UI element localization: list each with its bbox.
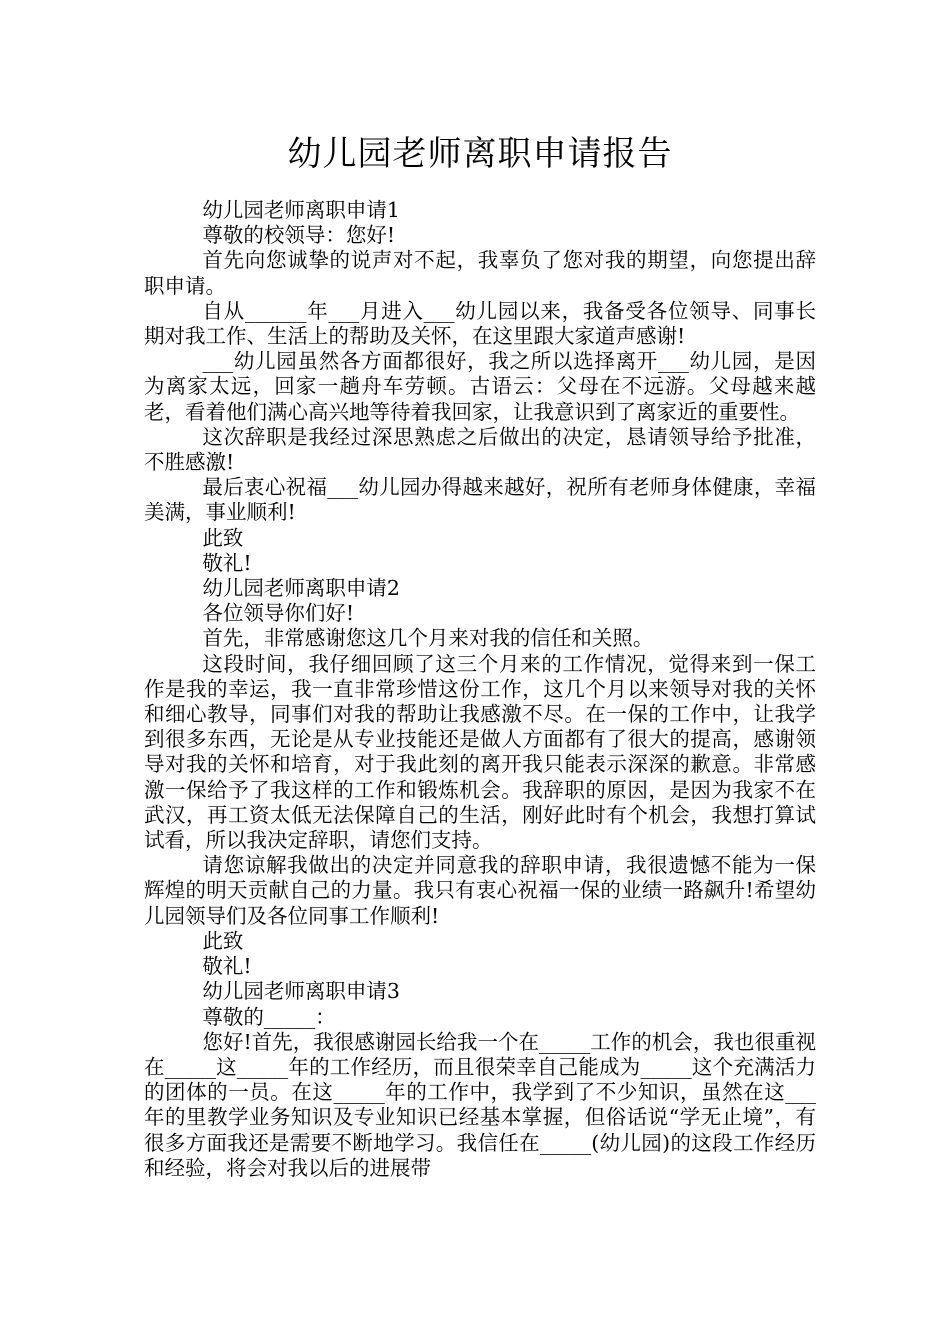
paragraph: 这段时间，我仔细回顾了这三个月来的工作情况，觉得来到一保工作是我的幸运，我一直非常珍惜这份工作，这几个月以来领导对我的关怀和细心教导，同事们对我的帮助让我感激不尽。在一保的工作中，让我学到很多东西，无论是从专业技能还是做人方面都有了很大的提高，感谢领导对我的关怀和培育，对于我此刻的离开我只能表示深深的歉意。非常感激一保给予了我这样的工作和锻炼机会。我辞职的原因，是因为我家不在武汉，再工资太低无法保障自己的生活，刚好此时有个机会，我想打算试试看，所以我决定辞职，请您们支持。 [144, 651, 816, 853]
paragraph: 此致 [202, 928, 244, 953]
paragraph: 幼儿园老师离职申请3 [202, 979, 400, 1004]
paragraph: 尊敬的校领导：您好! [202, 223, 396, 248]
paragraph: 幼儿园老师离职申请2 [202, 576, 400, 601]
paragraph: 这次辞职是我经过深思熟虑之后做出的决定，恳请领导给予批准，不胜感激! [144, 424, 816, 475]
paragraph: 首先，非常感谢您这几个月来对我的信任和关照。 [202, 626, 654, 651]
paragraph: 敬礼! [202, 954, 252, 979]
paragraph: 最后衷心祝福___幼儿园办得越来越好，祝所有老师身体健康，幸福美满，事业顺利! [144, 475, 816, 525]
paragraph: ___幼儿园虽然各方面都很好，我之所以选择离开___幼儿园，是因为离家太远，回家一趟舟车劳顿。古语云：父母在不远游。父母越来越老，看着他们满心高兴地等待着我回家，让我意识到了离家近的重要性。 [144, 349, 816, 424]
document-body [144, 198, 816, 1181]
paragraph: 您好!首先，我很感谢园长给我一个在_____工作的机会，我也很重视在_____这_____年的工作经历，而且很荣幸自己能成为_____这个充满活力的团体的一员。在这_____年的工作中，我学到了不少知识，虽然在这___年的里教学业务知识及专业知识已经基本掌握，但俗话说“学无止境”，有很多方面我还是需要不断地学习。我信任在_____(幼儿园)的这段工作经历和经验，将会对我以后的进展带 [144, 1029, 816, 1180]
document-page [144, 0, 816, 1181]
paragraph: 敬礼! [202, 550, 252, 575]
paragraph: 自从______年___月进入___幼儿园以来，我备受各位领导、同事长期对我工作、生活上的帮助及关怀，在这里跟大家道声感谢! [144, 298, 816, 349]
paragraph: 请您谅解我做出的决定并同意我的辞职申请，我很遗憾不能为一保辉煌的明天贡献自己的力量。我只有衷心祝福一保的业绩一路飙升!希望幼儿园领导们及各位同事工作顺利! [144, 853, 816, 928]
paragraph: 此致 [202, 525, 244, 550]
paragraph: 尊敬的_____： [202, 1004, 336, 1029]
document-title: 幼儿园老师离职申请报告 [287, 134, 673, 174]
paragraph: 各位领导你们好! [202, 601, 355, 626]
paragraph: 幼儿园老师离职申请1 [202, 198, 400, 222]
paragraph: 首先向您诚挚的说声对不起，我辜负了您对我的期望，向您提出辞职申请。 [144, 248, 816, 298]
